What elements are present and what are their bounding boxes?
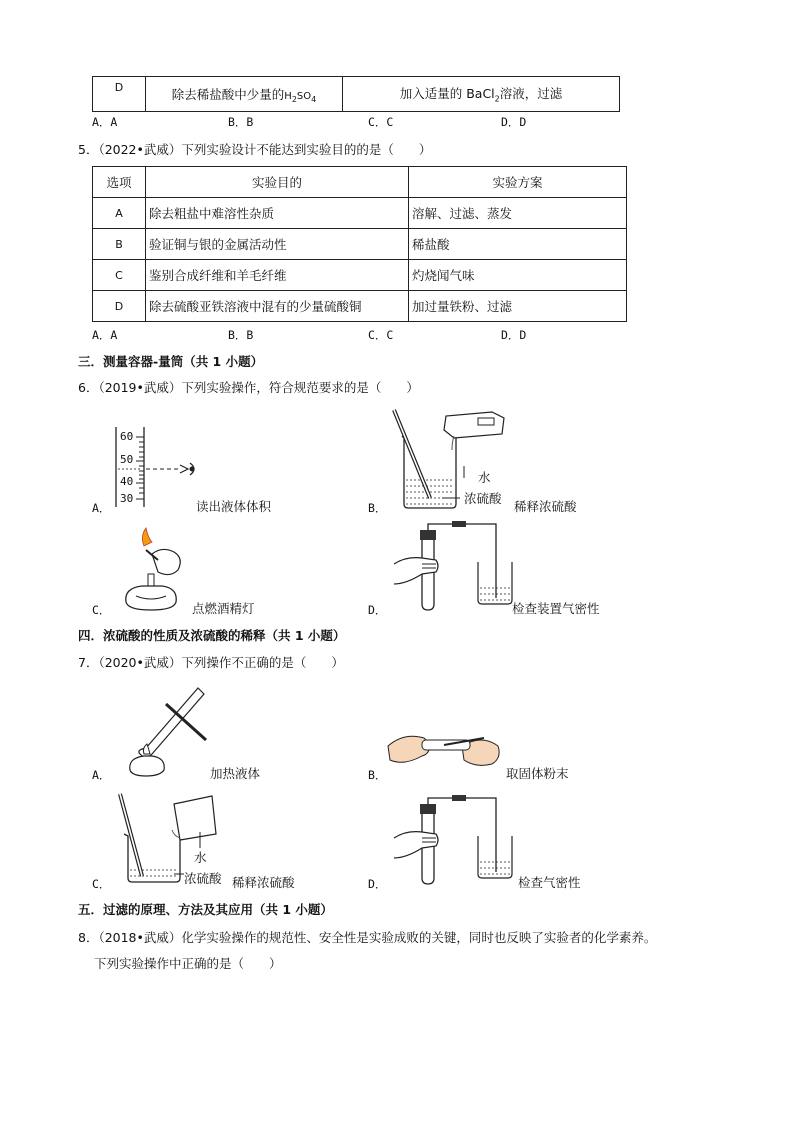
goal-cell: 除去稀盐酸中少量的$H_2SO_4$ <box>146 77 343 112</box>
q7-stem: 7．（2020•武威）下列操作不正确的是（ ） <box>78 655 344 670</box>
option-a[interactable]: A．A <box>92 115 118 129</box>
alcohol-lamp-figure <box>118 524 198 614</box>
q6-b-acid-label: 浓硫酸 <box>464 491 502 506</box>
tick-40: 40 <box>120 475 134 488</box>
q6-stem: 6．（2019•武威）下列实验操作，符合规范要求的是（ ） <box>78 380 419 395</box>
plan-cell: 加入适量的 BaCl$_2$溶液，过滤 <box>343 77 620 112</box>
q5-stem: 5．（2022•武威）下列实验设计不能达到实验目的的是（ ） <box>78 142 432 157</box>
option-cell: D <box>93 291 146 322</box>
table-row <box>93 260 627 291</box>
q6-option-d-label[interactable]: D． <box>368 603 387 617</box>
airtightness-figure <box>392 518 532 614</box>
option-cell: B <box>93 229 146 260</box>
tick-60: 60 <box>120 430 134 443</box>
q6-option-b-label[interactable]: B． <box>368 501 387 515</box>
q6-option-c-label[interactable]: C． <box>92 603 111 617</box>
q7-option-d-label[interactable]: D． <box>368 877 387 891</box>
option-cell: C <box>93 260 146 291</box>
q6-option-c-caption: 点燃酒精灯 <box>192 601 255 616</box>
q7-option-d-caption: 检查气密性 <box>518 875 581 890</box>
table-row <box>93 291 627 322</box>
option-c[interactable]: C．C <box>368 328 394 342</box>
q5-table <box>92 166 627 322</box>
goal-cell: 鉴别合成纤维和羊毛纤维 <box>146 260 409 291</box>
goal-cell: 除去粗盐中难溶性杂质 <box>146 198 409 229</box>
table-header-row <box>93 167 627 198</box>
q8-stem-continued: 下列实验操作中正确的是（ ） <box>94 956 282 971</box>
option-c[interactable]: C．C <box>368 115 394 129</box>
airtightness-figure <box>392 792 532 888</box>
option-cell: A <box>93 198 146 229</box>
option-a[interactable]: A．A <box>92 328 118 342</box>
q4-table <box>92 76 620 112</box>
table-row <box>93 229 627 260</box>
goal-cell: 验证铜与银的金属活动性 <box>146 229 409 260</box>
section-heading-5: 五．过滤的原理、方法及其应用（共 1 小题） <box>78 902 333 917</box>
plan-cell: 加过量铁粉、过滤 <box>409 291 627 322</box>
section-heading-3: 三．测量容器-量筒（共 1 小题） <box>78 354 264 369</box>
plan-cell: 灼烧闻气味 <box>409 260 627 291</box>
q7-option-a-caption: 加热液体 <box>210 766 261 781</box>
q7-option-a-label[interactable]: A． <box>92 768 111 782</box>
powder-figure <box>384 726 504 776</box>
table-row <box>93 198 627 229</box>
header-plan: 实验方案 <box>409 167 627 198</box>
tick-50: 50 <box>120 453 134 466</box>
goal-cell: 除去硫酸亚铁溶液中混有的少量硫酸铜 <box>146 291 409 322</box>
option-d[interactable]: D．D <box>501 115 527 129</box>
q8-stem: 8．（2018•武威）化学实验操作的规范性、安全性是实验成败的关键，同时也反映了实验者的化学素养。 <box>78 930 657 945</box>
option-b[interactable]: B．B <box>228 328 254 342</box>
q7-option-c-caption: 稀释浓硫酸 <box>232 875 295 890</box>
q7-option-c-label[interactable]: C． <box>92 877 111 891</box>
hand-icon <box>394 558 438 584</box>
heating-liquid-figure <box>116 682 216 778</box>
plan-cell: 稀盐酸 <box>409 229 627 260</box>
header-goal: 实验目的 <box>146 167 409 198</box>
option-b[interactable]: B．B <box>228 115 254 129</box>
q7-c-acid-label: 浓硫酸 <box>184 871 222 886</box>
q7-option-b-caption: 取固体粉末 <box>506 766 569 781</box>
q6-option-d-caption: 检查装置气密性 <box>512 601 600 616</box>
q6-b-water-label: 水 <box>478 470 491 485</box>
option-cell: D <box>93 77 146 112</box>
plan-cell: 溶解、过滤、蒸发 <box>409 198 627 229</box>
q6-option-b-caption: 稀释浓硫酸 <box>514 499 577 514</box>
hand-icon <box>394 832 438 858</box>
eye-icon <box>190 463 195 475</box>
tick-30: 30 <box>120 492 134 505</box>
option-d[interactable]: D．D <box>501 328 527 342</box>
q6-option-a-caption: 读出液体体积 <box>196 499 272 514</box>
q6-option-a-label[interactable]: A． <box>92 501 111 515</box>
q7-c-water-label: 水 <box>194 850 207 865</box>
q7-option-b-label[interactable]: B． <box>368 768 387 782</box>
header-option: 选项 <box>93 167 146 198</box>
table-row <box>93 77 620 112</box>
section-heading-4: 四．浓硫酸的性质及浓硫酸的稀释（共 1 小题） <box>78 628 346 643</box>
